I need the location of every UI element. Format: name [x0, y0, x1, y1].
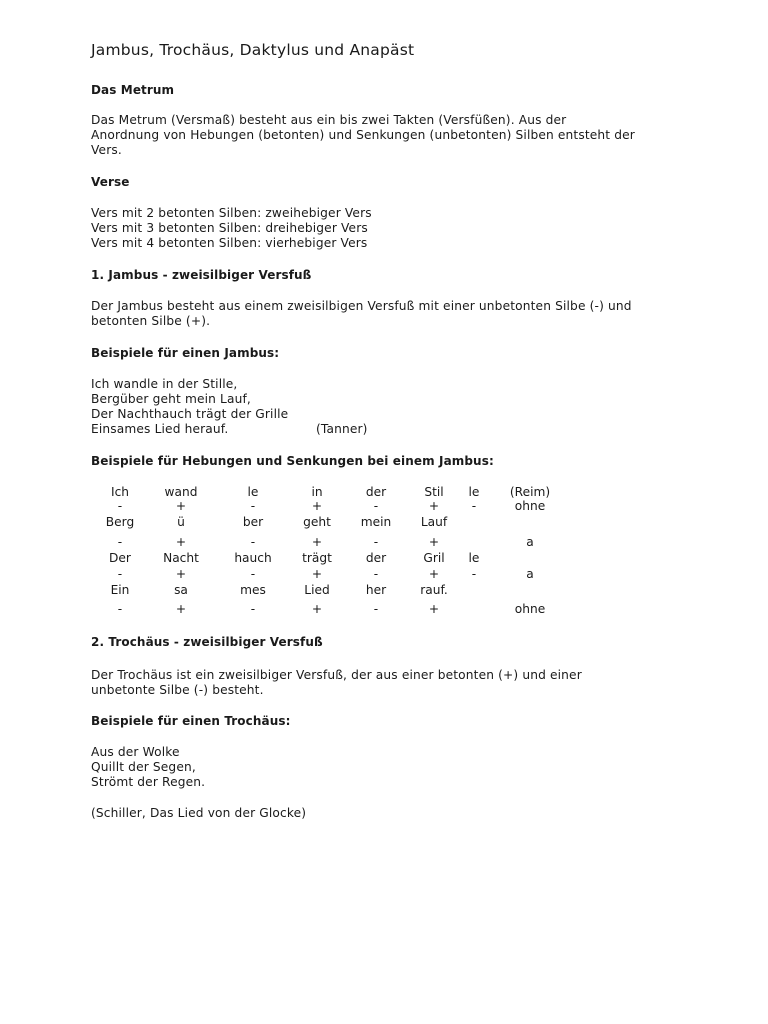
scansion-cell: (Reim): [509, 485, 551, 499]
scansion-cell: +: [311, 499, 323, 513]
scansion-cell: +: [175, 535, 187, 549]
scansion-cell: Lied: [304, 583, 330, 597]
scansion-cell: Lauf: [420, 515, 448, 529]
text-line: Vers mit 3 betonten Silben: dreihebiger Vers: [91, 221, 368, 235]
scansion-cell: Berg: [105, 515, 135, 529]
scansion-cell: ü: [177, 515, 185, 529]
scansion-cell: +: [311, 567, 323, 581]
text-line: Anordnung von Hebungen (betonten) und Senkungen (unbetonten) Silben entsteht der: [91, 128, 635, 142]
scansion-cell: Nacht: [163, 551, 199, 565]
scansion-cell: in: [311, 485, 323, 499]
scansion-cell: le: [468, 485, 480, 499]
heading-trochaeus-examples: Beispiele für einen Trochäus:: [91, 714, 291, 728]
poem-line: Bergüber geht mein Lauf,: [91, 392, 251, 406]
poem-line: Ich wandle in der Stille,: [91, 377, 238, 391]
scansion-cell: +: [428, 535, 440, 549]
scansion-cell: rauf.: [420, 583, 448, 597]
poem-source: (Schiller, Das Lied von der Glocke): [91, 806, 307, 820]
paragraph-verse: [91, 206, 372, 251]
scansion-cell: -: [250, 499, 256, 513]
scansion-cell: -: [373, 567, 379, 581]
scansion-cell: wand: [164, 485, 198, 499]
scansion-cell: der: [365, 485, 387, 499]
heading-verse: Verse: [91, 175, 130, 189]
scansion-cell: -: [250, 602, 256, 616]
scansion-cell: -: [373, 499, 379, 513]
text-line: Vers mit 4 betonten Silben: vierhebiger Vers: [91, 236, 368, 250]
scansion-cell: +: [175, 602, 187, 616]
poem-line: Strömt der Regen.: [91, 775, 206, 789]
heading-jambus-scansion: Beispiele für Hebungen und Senkungen bei einem Jambus:: [91, 454, 494, 468]
scansion-cell: -: [117, 602, 123, 616]
paragraph-trochaeus: [91, 668, 582, 698]
poem-jambus: [91, 377, 288, 437]
poem-author: (Tanner): [316, 422, 368, 436]
scansion-cell: -: [471, 499, 477, 513]
poem-line: Quillt der Segen,: [91, 760, 196, 774]
scansion-cell: a: [526, 567, 534, 581]
heading-trochaeus: 2. Trochäus - zweisilbiger Versfuß: [91, 635, 323, 649]
scansion-cell: +: [428, 567, 440, 581]
scansion-cell: -: [250, 535, 256, 549]
heading-jambus-examples: Beispiele für einen Jambus:: [91, 346, 280, 360]
scansion-cell: -: [117, 499, 123, 513]
scansion-cell: +: [175, 567, 187, 581]
scansion-cell: +: [311, 602, 323, 616]
scansion-cell: Stil: [424, 485, 444, 499]
text-line: betonten Silbe (+).: [91, 314, 211, 328]
scansion-cell: a: [526, 535, 534, 549]
scansion-cell: -: [373, 602, 379, 616]
scansion-cell: hauch: [234, 551, 272, 565]
text-line: Vers mit 2 betonten Silben: zweihebiger Vers: [91, 206, 372, 220]
scansion-cell: ohne: [514, 499, 546, 513]
poem-line: Einsames Lied herauf.: [91, 422, 229, 436]
poem-line: Der Nachthauch trägt der Grille: [91, 407, 289, 421]
scansion-cell: Ein: [110, 583, 130, 597]
paragraph-metrum: [91, 113, 635, 158]
text-line: Der Trochäus ist ein zweisilbiger Versfuß, der aus einer betonten (+) und einer: [91, 668, 582, 682]
scansion-cell: ohne: [514, 602, 546, 616]
scansion-cell: her: [365, 583, 387, 597]
scansion-cell: ber: [242, 515, 264, 529]
page-title: Jambus, Trochäus, Daktylus und Anapäst: [91, 41, 415, 59]
scansion-cell: +: [311, 535, 323, 549]
scansion-cell: +: [175, 499, 187, 513]
scansion-cell: -: [373, 535, 379, 549]
scansion-cell: +: [428, 499, 440, 513]
poem-line: Aus der Wolke: [91, 745, 180, 759]
scansion-cell: sa: [174, 583, 188, 597]
poem-trochaeus: [91, 745, 205, 790]
scansion-cell: der: [365, 551, 387, 565]
text-line: unbetonte Silbe (-) besteht.: [91, 683, 264, 697]
text-line: Der Jambus besteht aus einem zweisilbigen Versfuß mit einer unbetonten Silbe (-) und: [91, 299, 632, 313]
scansion-cell: +: [428, 602, 440, 616]
text-line: Vers.: [91, 143, 122, 157]
scansion-cell: mes: [240, 583, 266, 597]
scansion-cell: Ich: [110, 485, 130, 499]
scansion-cell: mein: [360, 515, 392, 529]
scansion-cell: -: [250, 567, 256, 581]
scansion-cell: geht: [303, 515, 331, 529]
scansion-cell: -: [471, 567, 477, 581]
scansion-cell: trägt: [302, 551, 332, 565]
scansion-cell: Der: [109, 551, 131, 565]
scansion-cell: -: [117, 567, 123, 581]
heading-jambus: 1. Jambus - zweisilbiger Versfuß: [91, 268, 312, 282]
paragraph-jambus: [91, 299, 632, 329]
scansion-cell: Gril: [423, 551, 445, 565]
scansion-cell: -: [117, 535, 123, 549]
heading-metrum: Das Metrum: [91, 83, 175, 97]
scansion-cell: le: [468, 551, 480, 565]
scansion-cell: le: [247, 485, 259, 499]
text-line: Das Metrum (Versmaß) besteht aus ein bis zwei Takten (Versfüßen). Aus der: [91, 113, 567, 127]
